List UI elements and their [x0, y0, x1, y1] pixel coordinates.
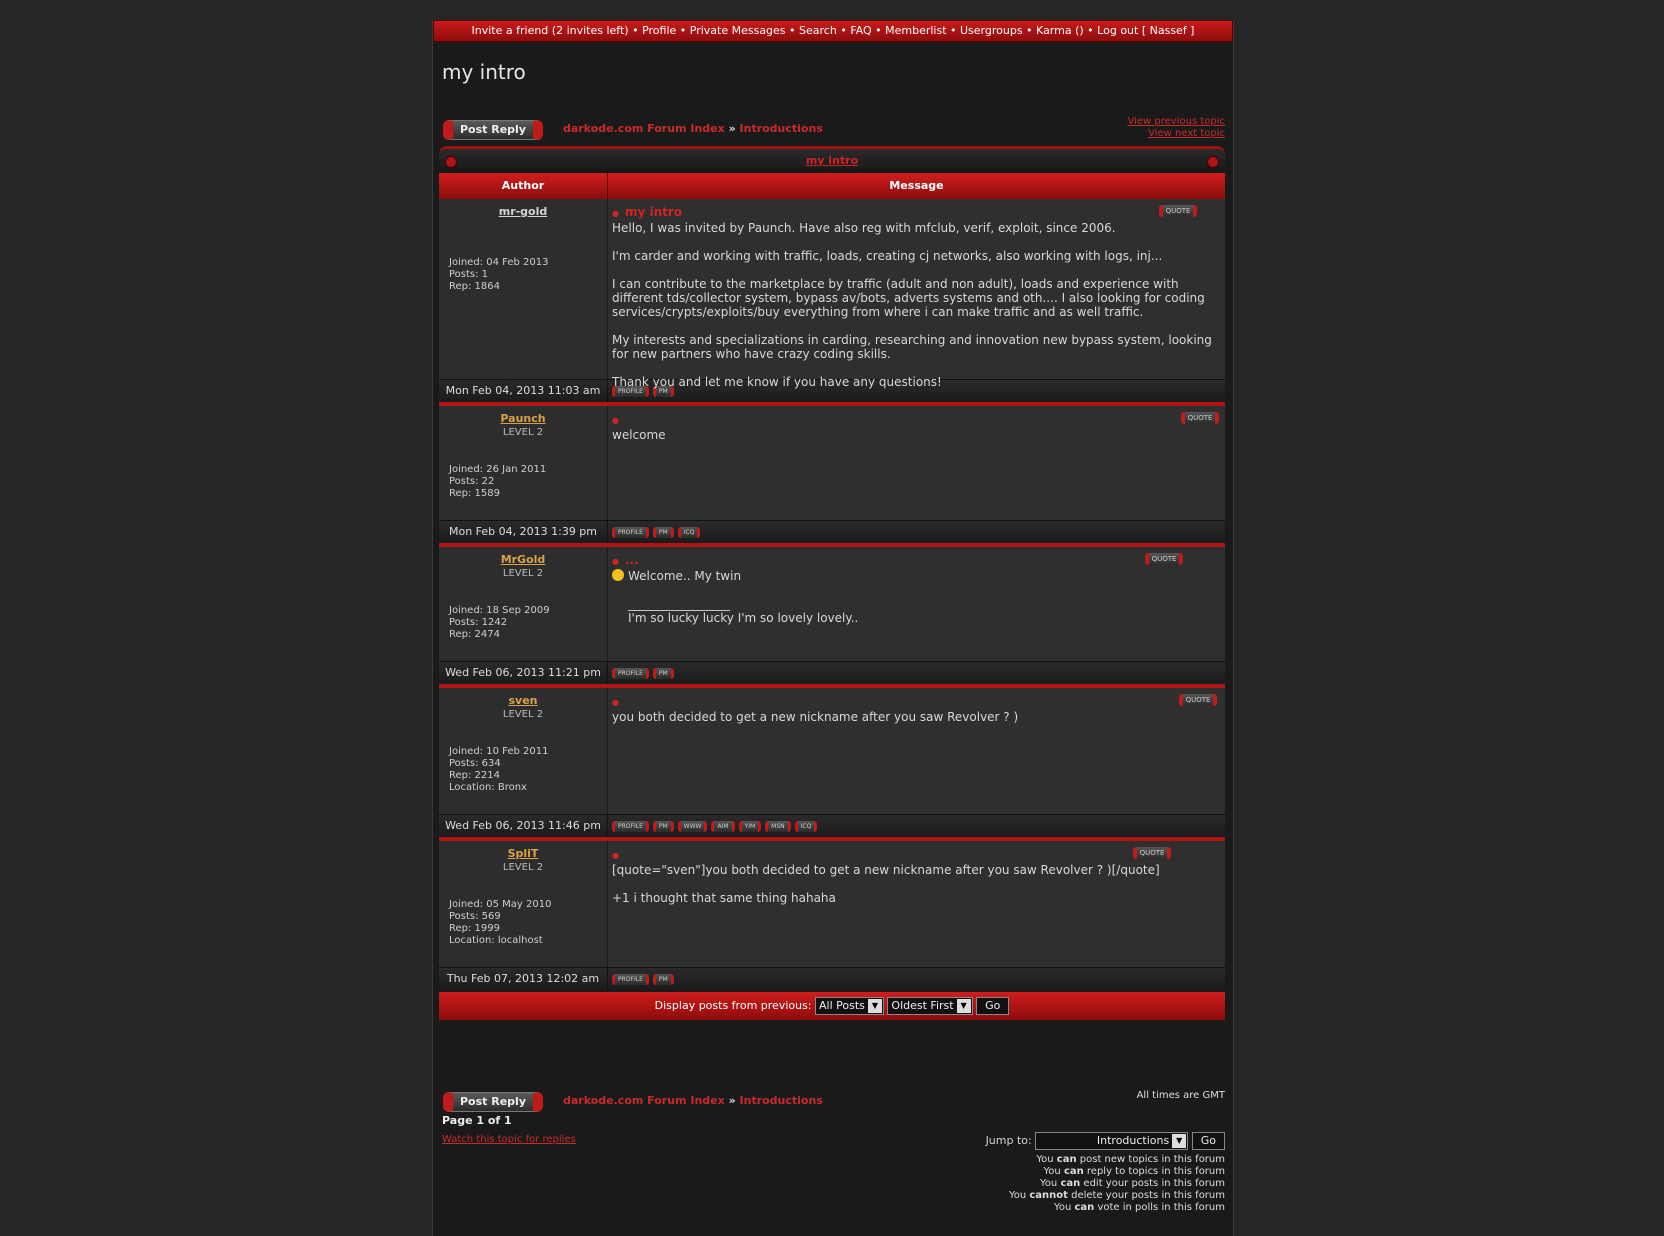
- post-author: [439, 841, 608, 967]
- post-body: welcome: [612, 428, 666, 442]
- caption-dot-icon: [445, 156, 457, 168]
- breadcrumb-index-link[interactable]: darkode.com Forum Index: [563, 122, 725, 135]
- post-bullet-icon: ●: [612, 416, 619, 425]
- table-header: [439, 173, 1225, 199]
- icq-button[interactable]: ICQ: [678, 527, 701, 538]
- post-username[interactable]: sven: [508, 694, 538, 707]
- post-message: [608, 199, 1225, 389]
- user-info: Joined: 26 Jan 2011 Posts: 22 Rep: 1589: [449, 464, 547, 499]
- nav-profile[interactable]: Profile: [642, 24, 677, 37]
- jump-label: Jump to:: [985, 1134, 1032, 1147]
- chevron-down-icon: ▼: [1172, 1134, 1186, 1148]
- user-level: LEVEL 2: [502, 862, 544, 873]
- page-title: my intro: [442, 60, 526, 84]
- table-caption: [439, 146, 1225, 173]
- post-bullet-icon: ●: [612, 698, 619, 707]
- user-info: Joined: 05 May 2010 Posts: 569 Rep: 1999 Location: localhost: [449, 899, 552, 946]
- jump-to-select[interactable]: Introductions ▼: [1035, 1132, 1188, 1150]
- post-username[interactable]: MrGold: [500, 553, 546, 566]
- post-reply-button[interactable]: Post Reply: [443, 1092, 543, 1112]
- post-date: Mon Feb 04, 2013 11:03 am: [439, 380, 608, 402]
- post-footer: [439, 814, 1225, 837]
- post-date: Wed Feb 06, 2013 11:46 pm: [439, 815, 608, 837]
- post-title: ...: [624, 553, 639, 567]
- quote-button[interactable]: QUOTE: [1133, 847, 1171, 859]
- quote-button[interactable]: QUOTE: [1159, 205, 1197, 217]
- quote-button[interactable]: QUOTE: [1179, 694, 1217, 706]
- nav-logout[interactable]: Log out [ Nassef ]: [1097, 24, 1195, 37]
- view-next-topic-link[interactable]: View next topic: [1148, 128, 1225, 139]
- nav-memberlist[interactable]: Memberlist: [885, 24, 947, 37]
- topic-links: [1127, 116, 1225, 140]
- post-author: [439, 547, 608, 661]
- nav-faq[interactable]: FAQ: [850, 24, 872, 37]
- post: [439, 199, 1225, 389]
- profile-button[interactable]: PROFILE: [612, 386, 649, 397]
- pm-button[interactable]: PM: [653, 386, 674, 397]
- watch-topic-link[interactable]: Watch this topic for replies: [442, 1134, 576, 1145]
- post: [439, 543, 1225, 661]
- breadcrumb: darkode.com Forum Index » Introductions: [563, 1094, 823, 1107]
- user-info: Joined: 10 Feb 2011 Posts: 634 Rep: 2214 Location: Bronx: [449, 746, 549, 793]
- post-message: [608, 841, 1225, 967]
- message-column-header: Message: [889, 179, 944, 192]
- post: [439, 837, 1225, 967]
- page-info: Page 1 of 1: [442, 1114, 512, 1127]
- post-date: Wed Feb 06, 2013 11:21 pm: [439, 662, 608, 684]
- post: [439, 684, 1225, 814]
- nav-invite[interactable]: Invite a friend (2 invites left): [471, 24, 629, 37]
- user-info: Joined: 04 Feb 2013 Posts: 1 Rep: 1864: [449, 257, 549, 292]
- posts-period-select[interactable]: All Posts ▼: [815, 997, 884, 1015]
- top-navigation: Invite a friend (2 invites left) • Profile • Private Messages • Search • FAQ • Memberlist • Usergroups • Karma () • Log out [ Nassef ]: [433, 20, 1233, 42]
- pm-button[interactable]: PM: [653, 527, 674, 538]
- post-author: [439, 406, 608, 520]
- profile-button[interactable]: PROFILE: [612, 821, 649, 832]
- profile-button[interactable]: PROFILE: [612, 527, 649, 538]
- jump-go-button[interactable]: Go: [1192, 1132, 1225, 1150]
- msn-button[interactable]: MSN: [765, 821, 790, 832]
- user-info: Joined: 18 Sep 2009 Posts: 1242 Rep: 2474: [449, 605, 550, 640]
- user-level: LEVEL 2: [502, 568, 544, 579]
- icq-button[interactable]: ICQ: [795, 821, 818, 832]
- post-username[interactable]: mr-gold: [498, 205, 548, 218]
- post-message: [608, 547, 1225, 661]
- smiley-icon: [612, 569, 624, 581]
- quote-button[interactable]: QUOTE: [1145, 553, 1183, 565]
- chevron-down-icon: ▼: [868, 999, 882, 1013]
- post-date: Thu Feb 07, 2013 12:02 am: [439, 968, 608, 990]
- breadcrumb-forum-link[interactable]: Introductions: [739, 122, 823, 135]
- breadcrumb-index-link[interactable]: darkode.com Forum Index: [563, 1094, 725, 1107]
- caption-dot-icon: [1207, 156, 1219, 168]
- post-body: you both decided to get a new nickname after you saw Revolver ? ): [612, 710, 1019, 724]
- post-author: [439, 688, 608, 814]
- post-footer: [439, 661, 1225, 684]
- post-bullet-icon: ●: [612, 851, 619, 860]
- post-body: Welcome.. My twin _________________ I'm so lucky lucky I'm so lovely lovely..: [628, 569, 859, 625]
- post-footer: [439, 520, 1225, 543]
- user-level: LEVEL 2: [502, 709, 544, 720]
- post-username[interactable]: Paunch: [500, 412, 546, 425]
- post-message: [608, 688, 1225, 814]
- posts-table: [439, 146, 1225, 1020]
- post-title: my intro: [624, 205, 683, 219]
- jump-box: [986, 1132, 1225, 1150]
- nav-karma[interactable]: Karma (): [1036, 24, 1084, 37]
- nav-usergroups[interactable]: Usergroups: [960, 24, 1023, 37]
- post-date: Mon Feb 04, 2013 1:39 pm: [439, 521, 608, 543]
- view-previous-topic-link[interactable]: View previous topic: [1127, 116, 1225, 127]
- nav-private-messages[interactable]: Private Messages: [689, 24, 786, 37]
- topic-title-link[interactable]: my intro: [805, 154, 859, 167]
- user-level: LEVEL 2: [502, 427, 544, 438]
- author-column-header: Author: [439, 173, 608, 199]
- display-options-bar: [439, 992, 1225, 1020]
- permissions-list: You can post new topics in this forum You can reply to topics in this forum You can edit your posts in this forum You cannot delete your posts in this forum You can vote in polls in this forum: [1008, 1154, 1225, 1213]
- page-wrapper: [432, 20, 1234, 1236]
- breadcrumb: darkode.com Forum Index » Introductions: [563, 122, 823, 135]
- yim-button[interactable]: YIM: [739, 821, 762, 832]
- www-button[interactable]: WWW: [678, 821, 708, 832]
- breadcrumb-forum-link[interactable]: Introductions: [739, 1094, 823, 1107]
- post-username[interactable]: SpliT: [507, 847, 539, 860]
- timezone-note: All times are GMT: [1136, 1090, 1225, 1101]
- post-bullet-icon: ●: [612, 209, 619, 218]
- post: [439, 402, 1225, 520]
- post-author: [439, 199, 608, 379]
- profile-button[interactable]: PROFILE: [612, 974, 649, 985]
- pm-button[interactable]: PM: [653, 821, 674, 832]
- chevron-down-icon: ▼: [957, 999, 971, 1013]
- pm-button[interactable]: PM: [653, 974, 674, 985]
- post-footer: [439, 967, 1225, 990]
- display-label: Display posts from previous:: [654, 999, 812, 1012]
- nav-search[interactable]: Search: [799, 24, 837, 37]
- aim-button[interactable]: AIM: [711, 821, 734, 832]
- pm-button[interactable]: PM: [653, 668, 674, 679]
- profile-button[interactable]: PROFILE: [612, 668, 649, 679]
- post-reply-button[interactable]: Post Reply: [443, 120, 543, 140]
- post-body: Hello, I was invited by Paunch. Have also reg with mfclub, verif, exploit, since 2006. I'm carder and working with traffic, loads, creating cj networks, also working with logs, inj... I can contribute to the marketplace by traffic (adult and non adult), loads and experience with different tds/collector system, bypass av/bots, adverts systems and oth.... I also looking for coding services/crypts/exploits/buy everything from where i can make traffic and as well traffic. My interests and specializations in carding, researching and innovation new bypass system, looking for new partners who have crazy coding skills. Thank you and let me know if you have any questions!: [612, 221, 1212, 389]
- post-message: [608, 406, 1225, 520]
- sort-order-select[interactable]: Oldest First ▼: [887, 997, 972, 1015]
- display-go-button[interactable]: Go: [976, 997, 1009, 1015]
- post-body: [quote="sven"]you both decided to get a new nickname after you saw Revolver ? )[/quote] +1 i thought that same thing hahaha: [612, 863, 1160, 905]
- post-bullet-icon: ●: [612, 557, 619, 566]
- quote-button[interactable]: QUOTE: [1181, 412, 1219, 424]
